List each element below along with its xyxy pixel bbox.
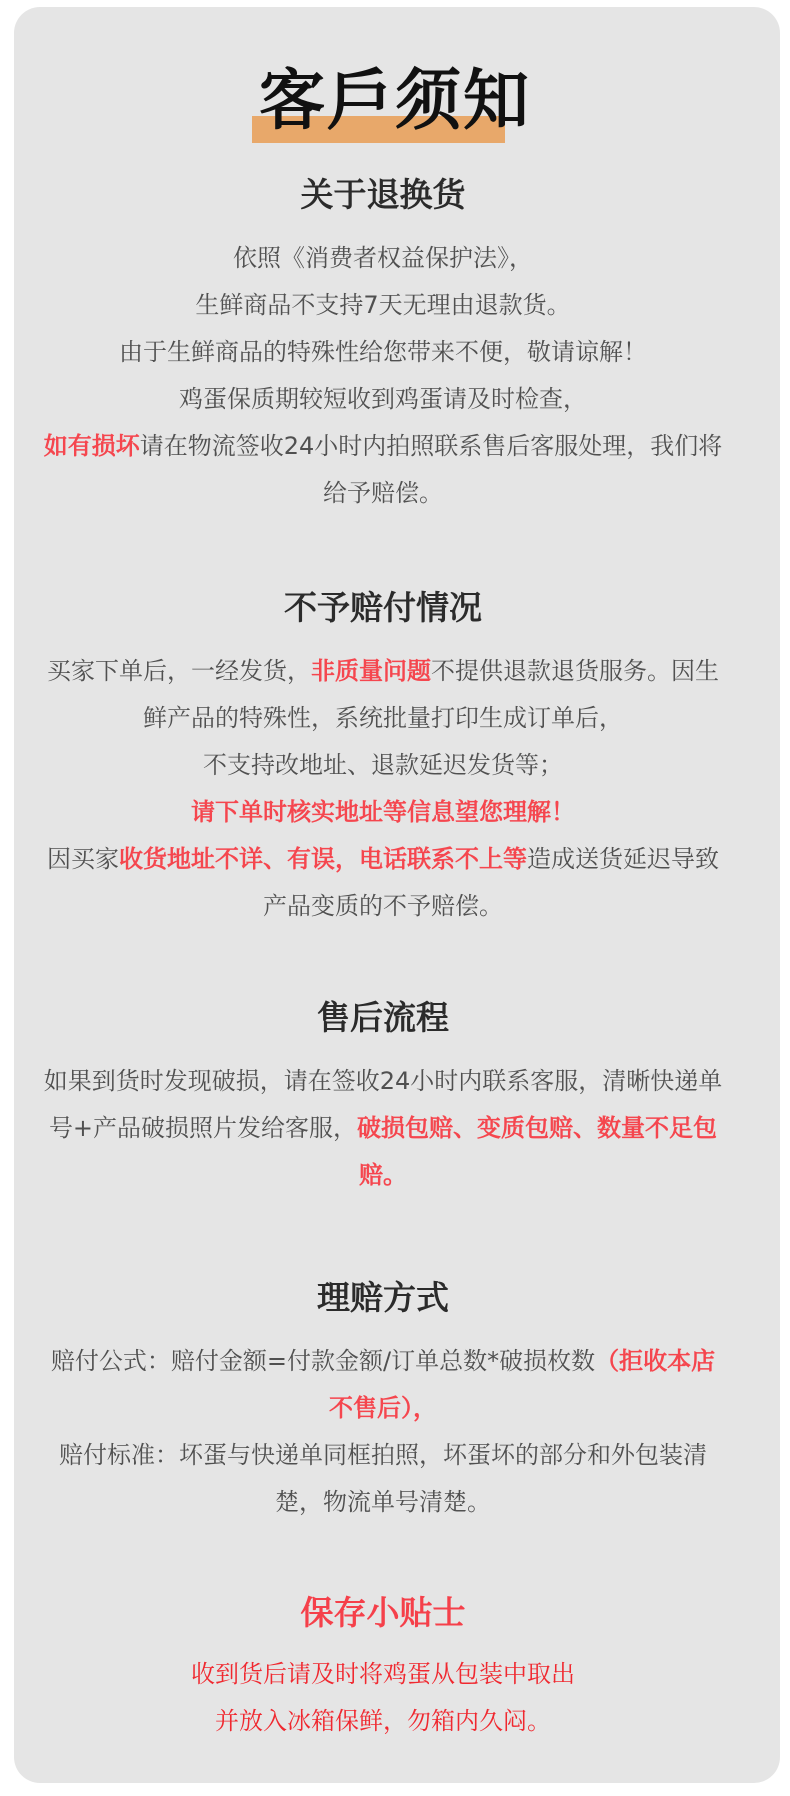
body-paragraph: 赔付标准：坏蛋与快递单同框拍照，坏蛋坏的部分和外包装清楚，物流单号清楚。 bbox=[59, 1441, 707, 1516]
highlight-text: 破损包赔、变质包赔、数量不足包赔。 bbox=[357, 1114, 718, 1189]
body-text: 请在物流签收24小时内拍照联系售后客服处理，我们将给予赔偿。 bbox=[139, 432, 723, 507]
body-line: 并放入冰箱保鲜，勿箱内久闷。 bbox=[215, 1707, 551, 1735]
section-body bbox=[40, 1651, 726, 1745]
body-text: 因买家 bbox=[47, 845, 119, 873]
body-line: 不支持改地址、退款延迟发货等； bbox=[203, 751, 563, 779]
section-storage-tips bbox=[40, 1593, 726, 1745]
section-no-compensation bbox=[40, 588, 726, 930]
body-paragraph bbox=[40, 1058, 726, 1199]
body-paragraph bbox=[40, 836, 726, 930]
body-text: 不提供退款退货服务。因生鲜产品的特殊性，系统批量打印生成订单后， bbox=[143, 657, 719, 732]
section-body bbox=[40, 1058, 726, 1199]
section-claims bbox=[40, 1278, 726, 1526]
body-text: 赔付公式：赔付金额=付款金额/订单总数*破损枚数 bbox=[50, 1347, 596, 1375]
page-title: 客戶须知 bbox=[259, 61, 531, 139]
highlight-text: 收货地址不详、有误，电话联系不上等 bbox=[119, 845, 527, 873]
body-text: 造成送货延迟导致产品变质的不予赔偿。 bbox=[263, 845, 719, 920]
body-line: 收到货后请及时将鸡蛋从包装中取出 bbox=[191, 1660, 575, 1688]
section-body bbox=[40, 1338, 726, 1526]
body-text: 如果到货时发现破损，请在签收24小时内联系客服，清晰快递单号+产品破损照片发给客服， bbox=[43, 1067, 723, 1142]
title-wrap bbox=[0, 60, 790, 140]
section-returns bbox=[40, 175, 726, 517]
body-line bbox=[40, 789, 726, 836]
highlight-text: 非质量问题 bbox=[311, 657, 431, 685]
body-line: 由于生鲜商品的特殊性给您带来不便，敬请谅解！ bbox=[119, 338, 647, 366]
section-body bbox=[40, 648, 726, 930]
section-heading: 不予赔付情况 bbox=[284, 588, 482, 627]
body-paragraph bbox=[40, 648, 726, 742]
highlight-text: 如有损坏 bbox=[43, 432, 140, 460]
section-heading: 关于退换货 bbox=[300, 175, 466, 214]
highlight-text: 请下单时核实地址等信息望您理解！ bbox=[191, 798, 575, 826]
body-paragraph bbox=[40, 423, 726, 517]
section-body bbox=[40, 235, 726, 517]
highlight-text: （拒收本店不售后）， bbox=[329, 1347, 716, 1422]
body-text: 买家下单后，一经发货， bbox=[47, 657, 311, 685]
body-paragraph bbox=[40, 1338, 726, 1432]
section-heading: 保存小贴士 bbox=[300, 1593, 466, 1632]
body-line: 生鲜商品不支持7天无理由退款货。 bbox=[195, 291, 571, 319]
body-line: 鸡蛋保质期较短收到鸡蛋请及时检查， bbox=[179, 385, 587, 413]
body-line: 依照《消费者权益保护法》， bbox=[233, 244, 533, 272]
section-heading: 理赔方式 bbox=[317, 1278, 449, 1317]
section-after-sales bbox=[40, 998, 726, 1199]
section-heading: 售后流程 bbox=[317, 998, 449, 1037]
